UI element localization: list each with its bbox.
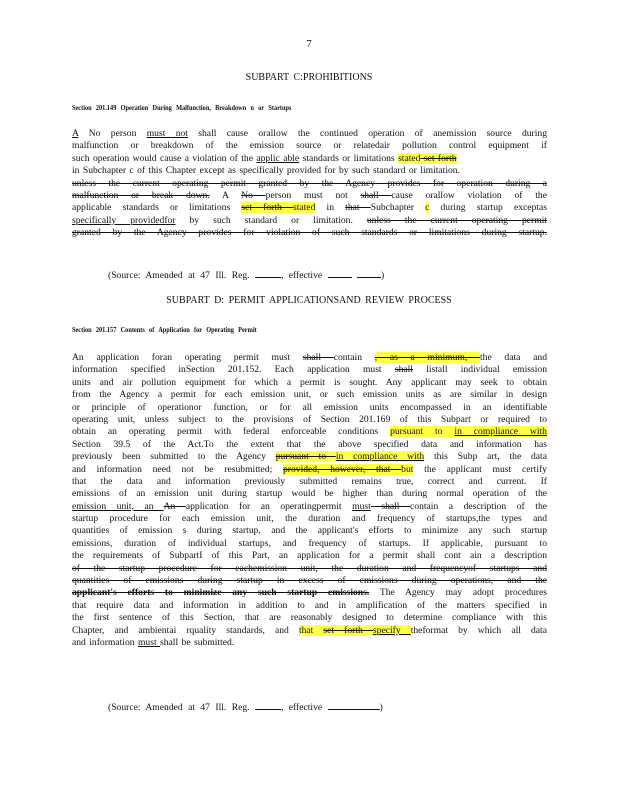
inserted-text: must [352,500,371,512]
paragraph-line: quantities of emissions during startup in excess of emissions during operations, and the [72,575,547,587]
text-run: cause orallow violation of the [391,189,547,201]
source-note-1 [108,268,528,281]
deleted-text: set forth [420,152,457,164]
text-run: Subchapter [370,202,426,214]
text-run: An application foran operating permit must [72,352,303,363]
text-run: No person [78,128,147,139]
source-effective: , effective [280,270,323,281]
text-run: the applicant must certify [413,463,547,475]
deleted-text: malfunction or break down. [72,189,210,201]
text-run: by such standard or limitation. [175,214,367,226]
paragraph-line [72,426,547,438]
text-run: contain a description of the [410,500,547,512]
text-run: during startup exceptas [429,202,547,214]
paragraph-line: from the Agency a permit for each emission unit, or such emission units as are similar in design [72,389,547,401]
text-run: and information need not be resubmitted; [72,463,283,475]
text-run: applicable standards or limitations [72,202,242,214]
paragraph-line: emissions of an emission unit during startup would be higher than during normal operation of the [72,488,547,500]
paragraph-line [72,190,547,202]
highlighted-text: stated [398,152,421,164]
date-blank [328,268,352,278]
deleted-text: shall [394,364,413,376]
section-157-paragraph [72,352,547,649]
inserted-text: specifically providedfor [72,214,176,226]
paragraph-line: Section 39.5 of the Act.To the extent that the above specified data and information has [72,438,547,450]
text-run: in [315,202,346,214]
paragraph-line [72,625,547,637]
paragraph-line: startup procedure for each emission unit, the duration and frequency of startups,the types and [72,513,547,525]
source-close: ) [379,702,383,713]
inserted-text: emission unit, an [72,500,164,512]
paragraph-line [72,637,547,649]
paragraph-line: operating unit, unless subject to the provisions of Section 201.169 of this Subpart or required to [72,413,547,425]
text-run: and information [72,636,138,648]
inserted-text: in compliance with [454,426,547,438]
deleted-text: set forth [241,202,293,214]
page-number: 7 [306,38,312,50]
text-run: listall individual emission [412,364,547,376]
reg-blank [255,700,281,710]
deleted-text: applicant's efforts to minimize any such startup emissions. [72,587,370,599]
text-run: A [209,189,242,201]
inserted-text: must [137,636,161,648]
date-blank [357,268,381,278]
deleted-text: provided, however, that [283,463,402,475]
text-run: Chapter, and ambientai rquality standards, and [72,624,299,636]
subpart-d-heading: SUBPART D: PERMIT APPLICATIONSAND REVIEW PROCESS [166,295,452,306]
source-effective: , effective [280,702,323,713]
paragraph-line [72,364,547,376]
paragraph-line [72,153,547,165]
paragraph-line: granted by the Agency provides for violation of such standards or limitations during startup. [72,227,547,239]
paragraph-line [72,451,547,463]
deleted-text: An [163,500,186,512]
highlighted-text: c [425,202,430,214]
source-prefix: (Source: Amended at 47 Ill. Reg. [108,270,250,281]
deleted-text: shall [370,500,411,512]
section-149-paragraph [72,128,547,240]
text-run: person must not [265,189,361,201]
paragraph-line: the first sentence of this Section, that are reasonably designed to determine compliance with this [72,612,547,624]
paragraph-line: emissions, duration of individual startups, and frequency of startups. If applicable, pursuant to [72,537,547,549]
highlighted-text: that [298,624,324,636]
deleted-text: , as a minimum, [374,352,480,363]
text-run: application for an operatingpermit [185,500,353,512]
paragraph-line: that require data and information in addition to and in amplification of the matters specified in [72,599,547,611]
inserted-text: specify [372,624,411,636]
deleted-text: shall [302,352,334,363]
text-run: this Subp art, the data [424,451,547,463]
inserted-text: A [72,128,79,139]
text-run: the data and [479,352,547,363]
paragraph-line: of the startup procedure for eachemission unit, the duration and frequencyof startups and [72,562,547,574]
text-run: standards or limitations [299,152,399,164]
paragraph-line: unless the current operating permit granted by the Agency provides for operation during a [72,177,547,189]
paragraph-line [72,215,547,227]
paragraph-line: quantities of emission s during startup, and the applicant's efforts to minimize any such startup [72,525,547,537]
section-157-heading: Section 201.157 Contents of Application for Operating Permit [72,326,257,334]
inserted-text: in compliance with [335,451,425,463]
highlighted-text: pursuant to [390,426,455,438]
deleted-text: pursuant to [275,451,336,463]
paragraph-line: malfunction or breakdown of the emission source or relatedair pollution control equipment if [72,140,547,152]
paragraph-line: the requirements of SubpartI of this Part, an application for a permit shall cont ain a description [72,550,547,562]
paragraph-line [72,501,547,513]
source-prefix: (Source: Amended at 47 Ill. Reg. [108,702,250,713]
deleted-text: unless the current operating permit [366,214,547,226]
text-run: theformat by which all data [410,624,547,636]
deleted-text: shall [360,189,392,201]
paragraph-line [72,202,547,214]
inserted-text: must not [146,128,188,139]
paragraph-line [72,128,547,140]
text-run: previously been submitted to the Agency [72,451,276,463]
deleted-text: set forth [323,624,373,636]
highlighted-text: but [401,463,414,475]
source-close: ) [380,270,385,281]
deleted-text: No [241,189,266,201]
paragraph-line [72,587,547,599]
paragraph-line [72,464,547,476]
text-run: The Agency may adopt procedures [369,587,547,599]
source-note-2 [108,700,528,713]
paragraph-line: that the data and information previously submitted remains true, correct and current. If [72,475,547,487]
text-run: shall be submitted. [160,636,235,648]
paragraph-line [72,352,547,364]
text-run: shall cause orallow the continued operation of anemission source during [187,128,547,139]
paragraph-line: units and air pollution equipment for which a permit is sought. Any applicant may seek to obtain [72,376,547,388]
paragraph-line: or principle of operationor function, or for all emission units encompassed in an identifiable [72,401,547,413]
paragraph-line: in Subchapter c of this Chapter except as specifically provided for by such standard or limitation. [72,165,460,177]
section-149-heading: Section 201.149 Operation During Malfunction, Breakdown n or Startups [72,104,292,112]
subpart-c-heading: SUBPART C:PROHIBITIONS [245,72,373,83]
text-run: information specified inSection 201.152. Each application must [72,364,395,376]
date-blank [328,700,380,710]
inserted-text: applic able [256,152,300,164]
reg-blank [255,268,281,278]
deleted-text: that [345,202,371,214]
text-run: such operation would cause a violation of the [72,152,257,164]
text-run: obtain an operating permit with federal enforceable conditions [72,426,391,438]
highlighted-text: stated [292,202,316,214]
text-run: contain [333,352,375,363]
